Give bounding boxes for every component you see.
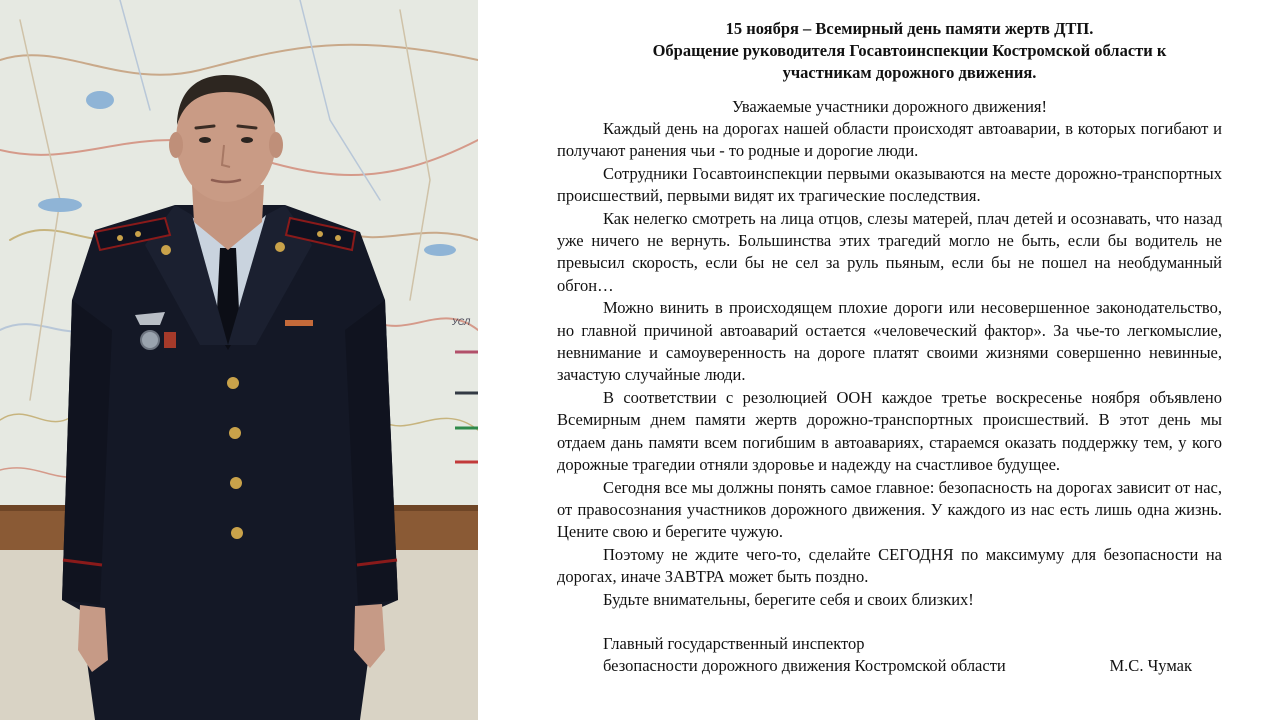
paragraph-1: Каждый день на дорогах нашей области происходят автоаварии, в которых погибают и получают ранения чьи - то родные и дорогие люди.	[557, 119, 1222, 161]
map-lake	[38, 198, 82, 212]
letter	[557, 18, 1222, 677]
ribbon-bar	[285, 320, 313, 326]
paragraph-6: Сегодня все мы должны понять самое главное: безопасность на дорогах зависит от нас, от правосознания участников дорожного движения. У каждого из нас есть лишь одна жизнь. Цените свою и берегите чужую.	[557, 477, 1222, 542]
paragraph-3: Как нелегко смотреть на лица отцов, слезы матерей, плач детей и осознавать, что назад уже ничего не вернуть. Большинства этих трагедий могло не быть, если бы водитель не превысил скорость, если бы не сел за руль пьяным, если бы не пошел на необдуманный обгон…	[557, 208, 1222, 295]
paragraph-4: Можно винить в происходящем плохие дороги или несовершенное законодательство, но главной причиной автоаварий остается «человеческий фактор». За чье-то легкомыслие, невнимание и самоуверенность на дороге платят своими жизнями совершенно невинные, зачастую случайные люди.	[557, 298, 1222, 385]
chest-badge-red	[164, 332, 176, 348]
paragraph-5: В соответствии с резолюцией ООН каждое третье воскресенье ноября объявлено Всемирным днем памяти жертв дорожно-транспортных происшествий. В этот день мы отдаем дань памяти всем погибшим в автоавариях, стараемся оказать поддержку тем, у кого дорожные трагедии отняли здоровье и надежду на счастливое будущее.	[557, 387, 1222, 475]
heading-line-1: 15 ноября – Всемирный день памяти жертв ДТП.	[725, 19, 1094, 38]
salutation: Уважаемые участники дорожного движения!	[732, 97, 1047, 116]
map-lake	[424, 244, 456, 256]
signature-title-line-1: Главный государственный инспектор	[603, 633, 865, 653]
paragraph-7: Поэтому не ждите чего-то, сделайте СЕГОДНЯ по максимуму для безопасности на дорогах, иначе ЗАВТРА может быть поздно.	[557, 544, 1222, 587]
signature-block	[557, 633, 1222, 677]
signature-title-line-2: безопасности дорожного движения Костромской области	[603, 655, 1006, 675]
paragraph-8: Будьте внимательны, берегите себя и своих близких!	[603, 589, 974, 609]
officer-photo	[0, 0, 478, 720]
paragraph-2: Сотрудники Госавтоинспекции первыми оказываются на месте дорожно-транспортных происшествий, первыми видят их трагические последствия.	[557, 163, 1222, 206]
heading-line-2: Обращение руководителя Госавтоинспекции Костромской области к	[652, 41, 1167, 60]
signature-line-2	[603, 655, 1222, 677]
map-label: УСЛ	[452, 317, 471, 327]
signature-name: М.С. Чумак	[1109, 655, 1192, 675]
map-lake	[86, 91, 114, 109]
letter-heading	[557, 18, 1222, 84]
chest-medal	[141, 331, 159, 349]
heading-line-3: участникам дорожного движения.	[782, 63, 1037, 82]
